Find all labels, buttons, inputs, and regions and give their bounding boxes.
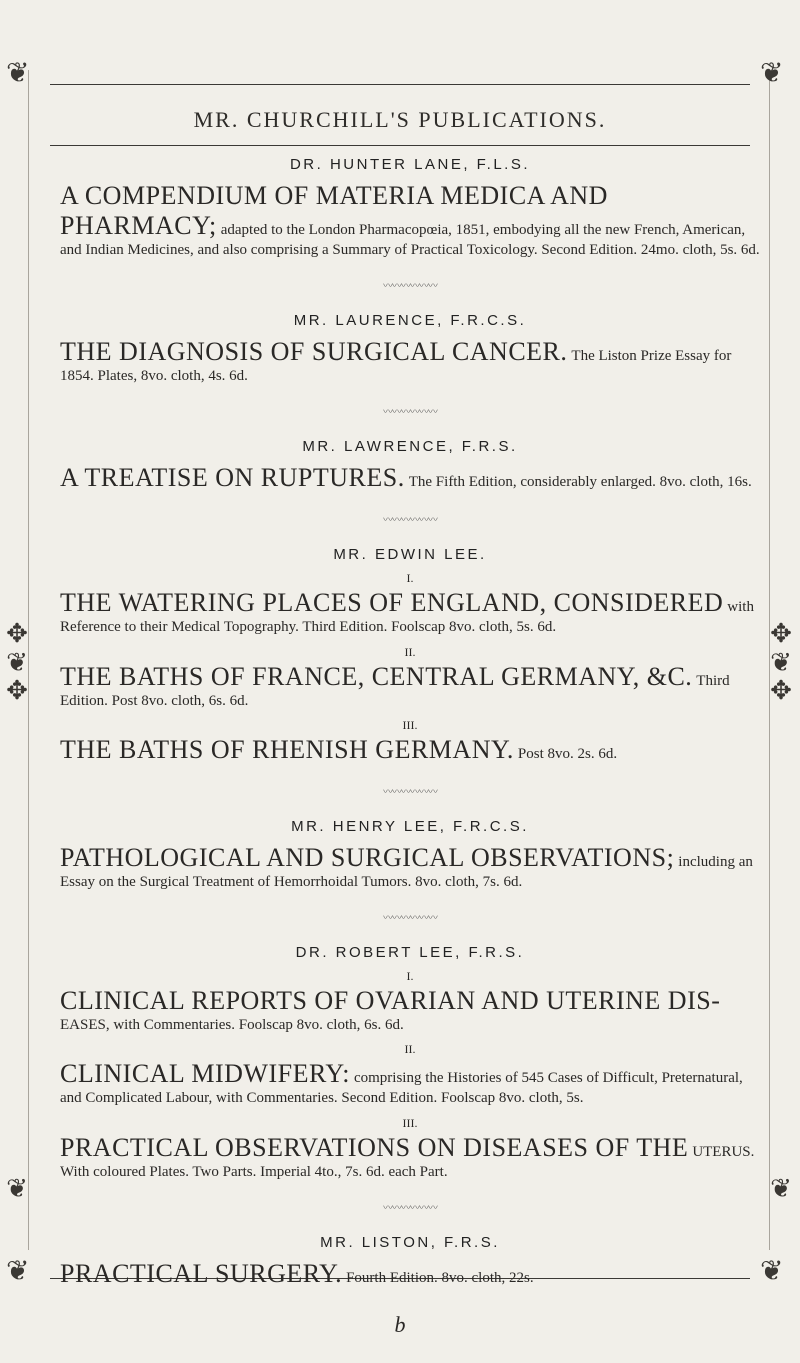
corner-ornament-top-left-icon: ❦	[6, 58, 30, 89]
top-rule-upper	[50, 84, 750, 85]
left-lower-ornament-icon: ❦	[6, 1174, 28, 1203]
book-title: CLINICAL MIDWIFERY:	[60, 1059, 350, 1089]
author-heading: MR. LAURENCE, F.R.C.S.	[293, 312, 527, 330]
corner-ornament-top-right-icon: ❦	[760, 58, 784, 89]
author-heading: MR. HENRY LEE, F.R.C.S.	[291, 817, 529, 835]
book-entry	[60, 1059, 760, 1107]
author-heading: MR. LAWRENCE, F.R.S.	[302, 438, 518, 456]
book-title: A TREATISE ON RUPTURES.	[60, 463, 405, 493]
author-section	[60, 546, 760, 797]
book-description: including an Essay on the Surgical Treatment of Hemorrhoidal Tumors. 8vo. cloth, 7s. 6d.	[60, 853, 753, 890]
right-lower-ornament-icon: ❦	[770, 1174, 792, 1203]
entry-numeral: I.	[406, 571, 414, 586]
page-header: MR. CHURCHILL'S PUBLICATIONS.	[193, 107, 607, 132]
book-entry	[60, 843, 760, 891]
book-title: A COMPENDIUM OF MATERIA MEDICA AND PHARMACY;	[60, 181, 608, 240]
book-title: THE DIAGNOSIS OF SURGICAL CANCER.	[60, 337, 568, 367]
book-description: EASES, with Commentaries. Foolscap 8vo. cloth, 6s. 6d.	[60, 1016, 404, 1033]
book-title: THE BATHS OF FRANCE, CENTRAL GERMANY, &C.	[60, 661, 693, 691]
author-heading: DR. HUNTER LANE, F.L.S.	[289, 156, 531, 173]
section-divider-icon: 〰〰〰〰〰〰	[383, 407, 437, 419]
book-entry	[60, 181, 760, 259]
book-entry	[60, 662, 760, 710]
book-entry	[60, 1259, 760, 1289]
entry-numeral: III.	[402, 1115, 418, 1130]
entry-numeral: II.	[404, 644, 416, 659]
author-section	[60, 156, 760, 292]
author-section	[60, 944, 760, 1214]
author-heading: MR. LISTON, F.R.S.	[320, 1233, 500, 1251]
entry-numeral: III.	[402, 717, 418, 732]
author-section	[60, 312, 760, 418]
right-side-ornament-icon: ✥ ❦ ✥	[770, 619, 792, 706]
book-entry	[60, 735, 760, 765]
book-description: with Reference to their Medical Topography. Third Edition. Foolscap 8vo. cloth, 5s. 6d.	[60, 599, 754, 636]
page-folio: b	[394, 1312, 406, 1337]
entry-numeral: I.	[406, 969, 414, 984]
author-heading: MR. EDWIN LEE.	[333, 546, 487, 564]
book-entry	[60, 588, 760, 636]
author-section	[60, 818, 760, 924]
author-section	[60, 1234, 760, 1289]
book-entry	[60, 337, 760, 385]
book-description: Post 8vo. 2s. 6d.	[517, 745, 618, 762]
section-divider-icon: 〰〰〰〰〰〰	[383, 281, 437, 293]
section-divider-icon: 〰〰〰〰〰〰	[383, 515, 437, 527]
left-side-ornament-icon: ✥ ❦ ✥	[6, 619, 28, 706]
book-title: CLINICAL REPORTS OF OVARIAN AND UTERINE DIS-	[60, 986, 721, 1016]
book-description: comprising the Histories of 545 Cases of Difficult, Preternatural, and Complicated Labour, with Commentaries. Second Edition. Foolscap 8vo. cloth, 5s.	[60, 1070, 743, 1107]
book-description: adapted to the London Pharmacopœia, 1851, embodying all the new French, American, and Indian Medicines, and also comprising a Summary of Practical Toxicology. Second Edition. 24mo. cloth, 5s. 6d.	[60, 221, 760, 258]
section-divider-icon: 〰〰〰〰〰〰	[383, 786, 437, 798]
entry-numeral: II.	[404, 1042, 416, 1057]
book-title: THE WATERING PLACES OF ENGLAND, CONSIDERED	[60, 588, 724, 618]
book-title: PATHOLOGICAL AND SURGICAL OBSERVATIONS;	[60, 842, 675, 872]
book-description: The Liston Prize Essay for 1854. Plates, 8vo. cloth, 4s. 6d.	[60, 348, 732, 385]
author-heading: DR. ROBERT LEE, F.R.S.	[295, 944, 525, 962]
top-rule-lower	[50, 145, 750, 146]
book-description: The Fifth Edition, considerably enlarged. 8vo. cloth, 16s.	[408, 474, 752, 491]
book-title: PRACTICAL OBSERVATIONS ON DISEASES OF THE	[60, 1132, 689, 1162]
book-title: THE BATHS OF RHENISH GERMANY.	[60, 734, 514, 764]
author-section	[60, 438, 760, 526]
book-entry	[60, 463, 760, 493]
book-entry	[60, 986, 760, 1034]
section-divider-icon: 〰〰〰〰〰〰	[383, 1202, 437, 1214]
corner-ornament-bottom-right-icon: ❦	[760, 1256, 784, 1287]
book-description: UTERUS. With coloured Plates. Two Parts. Imperial 4to., 7s. 6d. each Part.	[60, 1143, 755, 1180]
book-description: Fourth Edition. 8vo. cloth, 22s.	[346, 1269, 534, 1286]
catalogue-content	[60, 156, 760, 1293]
section-divider-icon: 〰〰〰〰〰〰	[383, 913, 437, 925]
book-entry	[60, 1133, 760, 1181]
book-description: Third Edition. Post 8vo. cloth, 6s. 6d.	[60, 672, 730, 709]
book-title: PRACTICAL SURGERY.	[60, 1258, 343, 1288]
corner-ornament-bottom-left-icon: ❦	[6, 1256, 30, 1287]
